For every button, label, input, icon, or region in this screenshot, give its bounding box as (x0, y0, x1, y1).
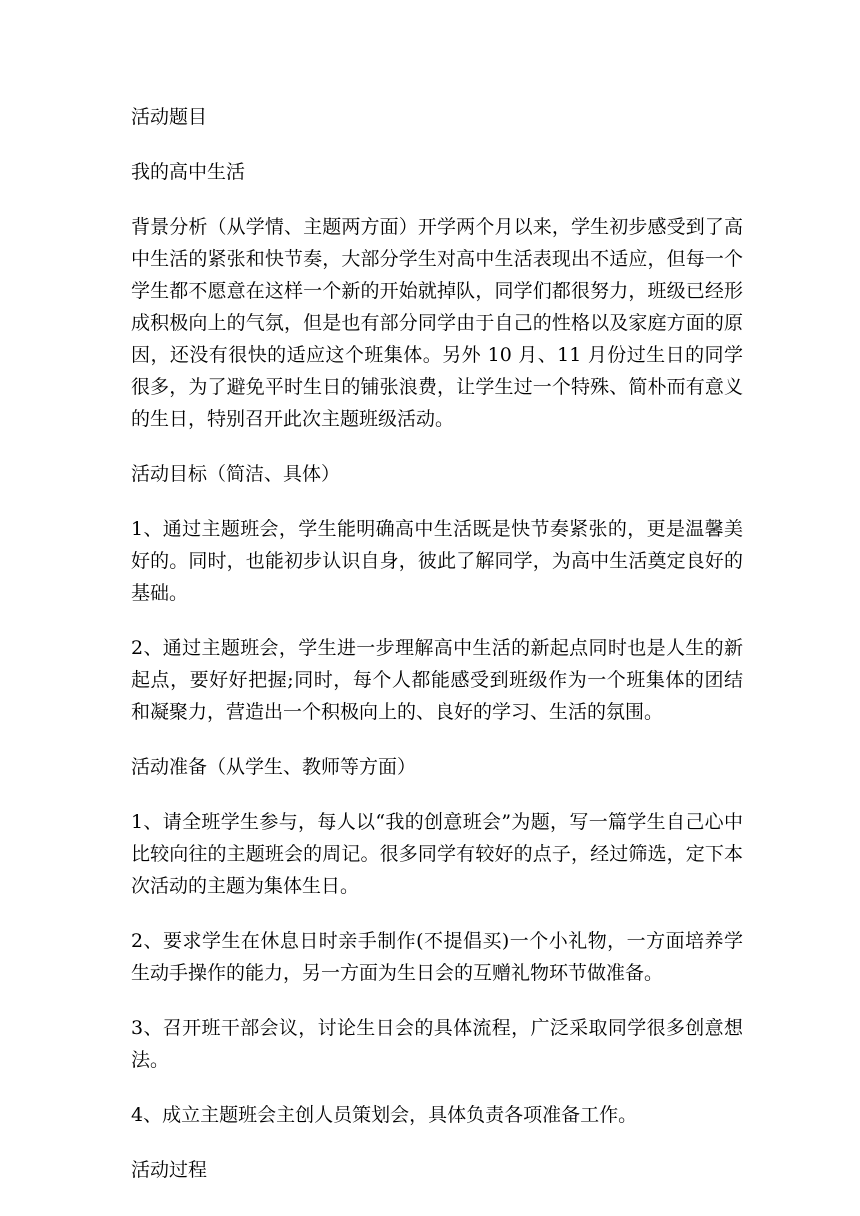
section-heading-activity-goals: 活动目标（简洁、具体） (131, 463, 341, 485)
goal-item-2: 2、通过主题班会，学生进一步理解高中生活的新起点同时也是人生的新起点，要好好把握;同时，每个人都能感受到班级作为一个班集体的团结和凝聚力，营造出一个积极向上的、良好的学习、生活的氛围。 (131, 637, 743, 723)
document-body (131, 101, 743, 1209)
preparation-item-2: 2、要求学生在休息日时亲手制作(不提倡买)一个小礼物，一方面培养学生动手操作的能力，另一方面为生日会的互赠礼物环节做准备。 (131, 930, 743, 984)
background-analysis-paragraph: 背景分析（从学情、主题两方面）开学两个月以来，学生初步感受到了高中生活的紧张和快节奏，大部分学生对高中生活表现出不适应，但每一个学生都不愿意在这样一个新的开始就掉队，同学们都很努力，班级已经形成积极向上的气氛，但是也有部分同学由于自己的性格以及家庭方面的原因，还没有很快的适应这个班集体。另外 10 月、11 月份过生日的同学很多，为了避免平时生日的铺张浪费，让学生过一个特殊、简朴而有意义的生日，特别召开此次主题班级活动。 (131, 216, 743, 430)
preparation-item-4: 4、成立主题班会主创人员策划会，具体负责各项准备工作。 (131, 1104, 638, 1126)
preparation-item-1: 1、请全班学生参与，每人以“我的创意班会”为题，写一篇学生自己心中比较向往的主题班会的周记。很多同学有较好的点子，经过筛选，定下本次活动的主题为集体生日。 (131, 811, 743, 897)
goal-item-1: 1、通过主题班会，学生能明确高中生活既是快节奏紧张的，更是温馨美好的。同时，也能初步认识自身，彼此了解同学，为高中生活奠定良好的基础。 (131, 518, 743, 604)
section-heading-activity-title: 活动题目 (131, 106, 208, 128)
section-heading-activity-preparation: 活动准备（从学生、教师等方面） (131, 756, 417, 778)
preparation-item-3: 3、召开班干部会议，讨论生日会的具体流程，广泛采取同学很多创意想法。 (131, 1017, 743, 1071)
activity-title-text: 我的高中生活 (131, 161, 246, 183)
section-heading-activity-process: 活动过程 (131, 1159, 208, 1181)
